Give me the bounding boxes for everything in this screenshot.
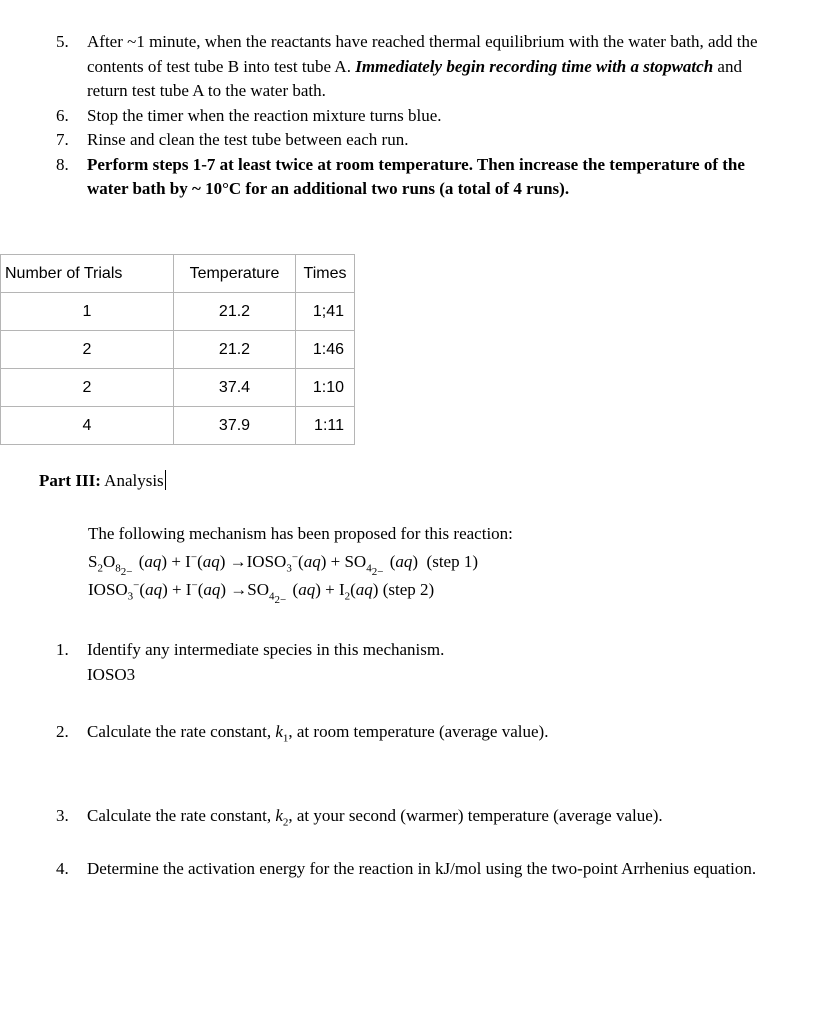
question-1-text: Identify any intermediate species in this mechanism. — [87, 640, 445, 659]
step-1-label: (step 1) — [426, 552, 479, 571]
header-number-of-trials: Number of Trials — [1, 255, 174, 293]
header-times: Times — [296, 255, 355, 293]
mechanism-step-2: $IOSO_3^-(aq) + I^-(aq) \to SO_4$ 2− $(aq) + I_2(aq)$ (step 2) — [88, 579, 435, 606]
question-4: 4. Determine the activation energy for the reaction in kJ/mol using the two-point Arrhenius equation. — [56, 859, 757, 878]
mechanism-step-1: $S_2O_8$ 2− $(aq) + I^-(aq) \to IOSO_3^-(aq) + SO_4$ 2− (aq) (step 1) — [88, 551, 479, 578]
temperature-cell[interactable]: 37.9 — [174, 407, 296, 445]
step-7: 7. Rinse and clean the test tube between each run. — [56, 130, 409, 149]
mechanism-intro: The following mechanism has been proposed for this reaction: — [88, 524, 513, 543]
step-5: 5. After ~1 minute, when the reactants have reached thermal equilibrium with the water bath, add the contents of test tube B into test tube A. Immediately begin recording time with a stopwatch and return test tube A to the water bath. — [56, 32, 758, 100]
temperature-cell[interactable]: 37.4 — [174, 369, 296, 407]
step-2-label: (step 2) — [382, 580, 435, 599]
time-cell[interactable]: 1:11 — [296, 407, 355, 445]
table-row — [1, 293, 355, 331]
part-label: Part III: — [39, 471, 101, 490]
text-cursor — [165, 470, 166, 490]
time-cell[interactable]: 1;41 — [296, 293, 355, 331]
table-row — [1, 331, 355, 369]
trial-cell[interactable]: 4 — [1, 407, 174, 445]
question-1-answer[interactable]: IOSO3 — [87, 664, 136, 684]
trial-cell[interactable]: 2 — [1, 369, 174, 407]
header-temperature: Temperature — [174, 255, 296, 293]
trial-cell[interactable]: 2 — [1, 331, 174, 369]
trials-table — [0, 254, 355, 445]
table-row — [1, 369, 355, 407]
trial-cell[interactable]: 1 — [1, 293, 174, 331]
step-5-text: After ~1 minute, when the reactants have reached thermal equilibrium with the water bath, add the contents of test tube B into test tube A. — [87, 32, 758, 76]
question-2: 2. Calculate the rate constant, $k_1$, at room temperature (average value). — [56, 722, 549, 745]
time-cell[interactable]: 1:46 — [296, 331, 355, 369]
step-5-text-end: and return test tube A to the water bath. — [87, 56, 742, 100]
procedure-steps — [56, 30, 786, 202]
step-5-emphasis: Immediately begin recording time with a stopwatch — [355, 56, 714, 76]
question-3: 3. Calculate the rate constant, $k_2$, at your second (warmer) temperature (average value). — [56, 806, 663, 829]
part-title-text: Analysis — [100, 471, 164, 490]
table-header-row — [1, 255, 355, 293]
table-row — [1, 407, 355, 445]
step-6: 6. Stop the timer when the reaction mixture turns blue. — [56, 105, 442, 125]
time-cell[interactable]: 1:10 — [296, 369, 355, 407]
step-8: 8. Perform steps 1-7 at least twice at room temperature. Then increase the temperature of the water bath by ~ 10°C for an additional two runs (a total of 4 runs). — [56, 154, 745, 198]
temperature-cell[interactable]: 21.2 — [174, 331, 296, 369]
mechanism-block — [88, 520, 513, 604]
question-1: 1. Identify any intermediate species in this mechanism. IOSO3 — [56, 640, 445, 684]
part-title[interactable] — [39, 470, 166, 491]
temperature-cell[interactable]: 21.2 — [174, 293, 296, 331]
